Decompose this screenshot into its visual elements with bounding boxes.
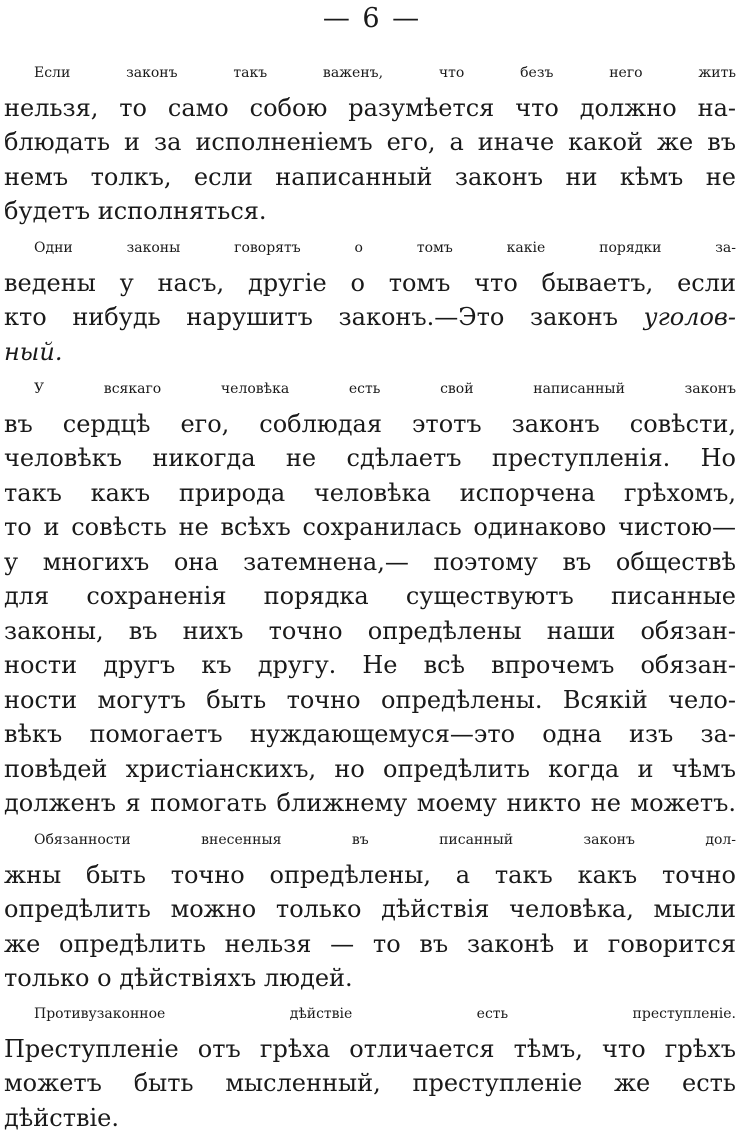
- text-line: нельзя, то само собою разумѣется что должно на-: [4, 93, 736, 122]
- text-line: можетъ быть мысленный, преступленіе же есть: [4, 1069, 736, 1097]
- text-line: Одни законы говорятъ о томъ какіе порядки за-: [34, 240, 736, 256]
- text-line: у многихъ она затемнена,— поэтому въ обществѣ: [4, 547, 736, 576]
- text-line: блюдать и за исполненіемъ его, а иначе какой же въ: [4, 128, 736, 156]
- paragraph-3: [4, 372, 736, 821]
- text-line: только о дѣйствіяхъ людей.: [4, 964, 353, 992]
- text-line: долженъ я помогать ближнему моему никто не можетъ.: [4, 789, 736, 817]
- paragraph-5: [4, 997, 736, 1135]
- text-line: [4, 300, 736, 335]
- text-line: вѣкъ помогаетъ нуждающемуся—это одна изъ за-: [4, 720, 736, 748]
- text-line: ности другъ къ другу. Не всѣ впрочемъ обязан-: [4, 651, 736, 679]
- text-line: дѣйствіе.: [4, 1103, 119, 1132]
- italic-term: уголов-: [643, 303, 736, 331]
- text-line: то и совѣсть не всѣхъ сохранилась одинаково чистою—: [4, 513, 736, 541]
- text-line: такъ какъ природа человѣка испорчена грѣхомъ,: [4, 478, 736, 507]
- text-line: Преступленіе отъ грѣха отличается тѣмъ, что грѣхъ: [4, 1034, 736, 1063]
- text-line: У всякаго человѣка есть свой написанный законъ: [34, 381, 736, 397]
- text-line: Если законъ такъ важенъ, что безъ него жить: [34, 65, 736, 81]
- text-line: человѣкъ никогда не сдѣлаетъ преступленія. Но: [4, 444, 736, 472]
- paragraph-4: [4, 823, 736, 996]
- paragraph-2: [4, 231, 736, 369]
- text-line: ный.: [4, 337, 63, 366]
- text-line: Обязанности внесенныя въ писанный законъ дол-: [34, 832, 736, 848]
- text-line: законы, въ нихъ точно опредѣлены наши обязан-: [4, 616, 736, 645]
- text-line: повѣдей христіанскихъ, но опредѣлить когда и чѣмъ: [4, 754, 736, 783]
- text-line: будетъ исполняться.: [4, 197, 267, 225]
- text-line: ности могутъ быть точно опредѣлены. Всякій чело-: [4, 685, 736, 714]
- text-line: жны быть точно опредѣлены, а такъ какъ точно: [4, 860, 736, 889]
- text-line: немъ толкъ, если написанный законъ ни кѣмъ не: [4, 162, 736, 191]
- text-line: ведены у насъ, другіе о томъ что бываетъ, если: [4, 268, 736, 297]
- text-line: для сохраненія порядка существуютъ писанные: [4, 582, 736, 610]
- text-line-segment: кто нибудь нарушитъ законъ.—Это законъ: [4, 303, 619, 331]
- text-line: же опредѣлить нельзя — то въ законѣ и говорится: [4, 929, 736, 958]
- text-line: Противузаконное дѣйствіе есть преступленіе.: [34, 1006, 736, 1022]
- paragraph-1: [4, 56, 736, 229]
- page-number: — 6 —: [322, 3, 422, 34]
- text-line: опредѣлить можно только дѣйствія человѣка, мысли: [4, 895, 736, 923]
- text-line: въ сердцѣ его, соблюдая этотъ законъ совѣсти,: [4, 409, 736, 438]
